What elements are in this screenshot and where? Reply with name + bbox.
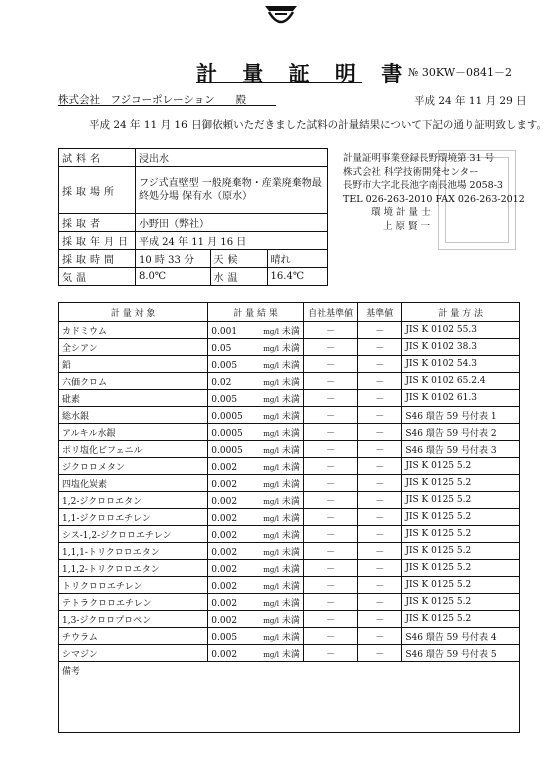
own-standard-cell: －: [303, 543, 357, 560]
certifier-block: [343, 152, 525, 233]
method-cell: JIS K 0125 5.2: [402, 509, 520, 526]
result-cell: [208, 645, 304, 662]
sample-info-table: [58, 148, 328, 286]
document-number: № 30KW－0841－2: [408, 66, 513, 79]
result-value: 0.002: [211, 479, 238, 490]
result-cell: [208, 424, 304, 441]
result-unit: mg/l: [263, 633, 280, 642]
info-label: 気温: [59, 268, 136, 286]
item-cell: 1,1,1-トリクロロエタン: [59, 543, 208, 560]
result-cell: [208, 577, 304, 594]
result-unit: mg/l: [263, 531, 280, 540]
table-row: [59, 458, 520, 475]
item-cell: 全シアン: [59, 339, 208, 356]
info-value: 浸出水: [136, 149, 328, 167]
result-cell: [208, 458, 304, 475]
info-label: 採取時間: [59, 250, 136, 268]
item-cell: カドミウム: [59, 322, 208, 339]
item-cell: 1,1,2-トリクロロエタン: [59, 560, 208, 577]
result-unit: mg/l: [263, 514, 280, 523]
document-title: 計 量 証 明 書: [196, 61, 412, 86]
info-value: 16.4℃: [267, 268, 327, 286]
table-row: [59, 373, 520, 390]
result-suffix: 未満: [281, 394, 300, 405]
method-cell: S46 環告 59 号付表 4: [402, 628, 520, 645]
certifier-role: 環 境 計 量 士: [371, 207, 431, 218]
client-name: 株式会社 フジコーポレーション 殿: [58, 94, 247, 106]
certifier-company: 株式会社 科学技術開発センター: [343, 166, 479, 178]
results-table: [58, 302, 520, 733]
table-row: [59, 526, 520, 543]
client-underline: [58, 105, 276, 106]
own-standard-cell: －: [303, 390, 357, 407]
standard-cell: －: [358, 628, 402, 645]
info-value: 10 時 33 分: [136, 250, 211, 268]
own-standard-cell: －: [303, 356, 357, 373]
result-unit: mg/l: [263, 327, 280, 336]
own-standard-cell: －: [303, 594, 357, 611]
method-cell: JIS K 0125 5.2: [402, 526, 520, 543]
method-cell: JIS K 0125 5.2: [402, 458, 520, 475]
result-cell: [208, 441, 304, 458]
table-row: [59, 339, 520, 356]
header-result: 計 量 結 果: [208, 303, 304, 322]
result-unit: mg/l: [263, 599, 280, 608]
item-cell: 四塩化炭素: [59, 475, 208, 492]
standard-cell: －: [358, 526, 402, 543]
item-cell: 1,2-ジクロロエタン: [59, 492, 208, 509]
result-cell: [208, 407, 304, 424]
result-value: 0.002: [211, 581, 238, 592]
standard-cell: －: [358, 645, 402, 662]
result-value: 0.005: [211, 632, 238, 643]
result-cell: [208, 594, 304, 611]
method-cell: JIS K 0125 5.2: [402, 577, 520, 594]
own-standard-cell: －: [303, 441, 357, 458]
own-standard-cell: －: [303, 509, 357, 526]
result-unit: mg/l: [263, 497, 280, 506]
table-row: [59, 322, 520, 339]
result-cell: [208, 560, 304, 577]
result-cell: [208, 492, 304, 509]
standard-cell: －: [358, 458, 402, 475]
table-row: [59, 407, 520, 424]
method-cell: S46 環告 59 号付表 1: [402, 407, 520, 424]
result-suffix: 未満: [281, 564, 300, 575]
method-cell: S46 環告 59 号付表 3: [402, 441, 520, 458]
info-row: [59, 268, 328, 286]
info-label: 天候: [210, 250, 267, 268]
own-standard-cell: －: [303, 577, 357, 594]
result-cell: [208, 526, 304, 543]
table-row: [59, 509, 520, 526]
result-suffix: 未満: [281, 513, 300, 524]
result-unit: mg/l: [263, 480, 280, 489]
result-suffix: 未満: [281, 598, 300, 609]
registration-number: 計量証明事業登録長野環境第 31 号: [343, 153, 495, 164]
result-value: 0.002: [211, 462, 238, 473]
own-standard-cell: －: [303, 458, 357, 475]
method-cell: JIS K 0125 5.2: [402, 611, 520, 628]
info-value: フジ式直壁型 一般廃棄物・産業廃棄物最終処分場 保有水（原水）: [136, 167, 328, 214]
item-cell: トリクロロエチレン: [59, 577, 208, 594]
info-label: 水温: [210, 268, 267, 286]
result-cell: [208, 339, 304, 356]
result-suffix: 未満: [281, 411, 300, 422]
standard-cell: －: [358, 407, 402, 424]
standard-cell: －: [358, 424, 402, 441]
certifier-name: 上 原 賢 一: [383, 220, 431, 232]
method-cell: JIS K 0125 5.2: [402, 475, 520, 492]
result-suffix: 未満: [281, 360, 300, 371]
info-row: [59, 214, 328, 232]
method-cell: JIS K 0102 54.3: [402, 356, 520, 373]
table-row: [59, 492, 520, 509]
result-value: 0.005: [211, 394, 238, 405]
result-cell: [208, 611, 304, 628]
result-value: 0.005: [211, 360, 238, 371]
result-value: 0.0005: [211, 445, 243, 456]
company-logo: [263, 2, 299, 28]
table-row: [59, 560, 520, 577]
info-row: [59, 149, 328, 167]
method-cell: JIS K 0125 5.2: [402, 594, 520, 611]
standard-cell: －: [358, 611, 402, 628]
result-value: 0.002: [211, 496, 238, 507]
result-value: 0.0005: [211, 411, 243, 422]
result-unit: mg/l: [263, 412, 280, 421]
own-standard-cell: －: [303, 322, 357, 339]
result-unit: mg/l: [263, 395, 280, 404]
result-value: 0.002: [211, 513, 238, 524]
table-row: [59, 628, 520, 645]
result-unit: mg/l: [263, 378, 280, 387]
result-suffix: 未満: [281, 428, 300, 439]
table-row: [59, 475, 520, 492]
standard-cell: －: [358, 509, 402, 526]
result-cell: [208, 390, 304, 407]
table-row: [59, 543, 520, 560]
result-unit: mg/l: [263, 429, 280, 438]
header-standard: 基準値: [358, 303, 402, 322]
result-suffix: 未満: [281, 547, 300, 558]
info-row: [59, 232, 328, 250]
standard-cell: －: [358, 577, 402, 594]
result-unit: mg/l: [263, 616, 280, 625]
result-value: 0.02: [211, 377, 232, 388]
table-row: [59, 390, 520, 407]
table-row: [59, 594, 520, 611]
own-standard-cell: －: [303, 407, 357, 424]
item-cell: 鉛: [59, 356, 208, 373]
result-suffix: 未満: [281, 326, 300, 337]
result-value: 0.002: [211, 530, 238, 541]
info-label: 採取場所: [59, 167, 136, 214]
remarks-label: 備考: [59, 662, 520, 733]
result-unit: mg/l: [263, 582, 280, 591]
result-value: 0.05: [211, 343, 232, 354]
result-unit: mg/l: [263, 548, 280, 557]
result-suffix: 未満: [281, 377, 300, 388]
result-unit: mg/l: [263, 650, 280, 659]
result-suffix: 未満: [281, 632, 300, 643]
own-standard-cell: －: [303, 373, 357, 390]
own-standard-cell: －: [303, 611, 357, 628]
result-cell: [208, 628, 304, 645]
method-cell: S46 環告 59 号付表 2: [402, 424, 520, 441]
info-value: 8.0℃: [136, 268, 211, 286]
result-suffix: 未満: [281, 496, 300, 507]
item-cell: ポリ塩化ビフェニル: [59, 441, 208, 458]
result-value: 0.002: [211, 615, 238, 626]
remarks-row: [59, 662, 520, 733]
method-cell: JIS K 0102 61.3: [402, 390, 520, 407]
certifier-phone-fax: TEL 026-263-2010 FAX 026-263-2012: [343, 193, 525, 205]
item-cell: チウラム: [59, 628, 208, 645]
result-cell: [208, 356, 304, 373]
result-suffix: 未満: [281, 530, 300, 541]
table-row: [59, 441, 520, 458]
own-standard-cell: －: [303, 475, 357, 492]
own-standard-cell: －: [303, 492, 357, 509]
item-cell: アルキル水銀: [59, 424, 208, 441]
header-item: 計 量 対 象: [59, 303, 208, 322]
result-suffix: 未満: [281, 581, 300, 592]
result-value: 0.002: [211, 598, 238, 609]
result-unit: mg/l: [263, 446, 280, 455]
intro-text: 平成 24 年 11 月 16 日御依頼いただきました試料の計量結果について下記の通り証明致します。: [89, 119, 548, 131]
info-value: 晴れ: [267, 250, 327, 268]
result-cell: [208, 322, 304, 339]
item-cell: 1,1-ジクロロエチレン: [59, 509, 208, 526]
table-row: [59, 577, 520, 594]
result-value: 0.001: [211, 326, 238, 337]
item-cell: ジクロロメタン: [59, 458, 208, 475]
item-cell: 1,3-ジクロロプロペン: [59, 611, 208, 628]
own-standard-cell: －: [303, 645, 357, 662]
item-cell: 六価クロム: [59, 373, 208, 390]
info-label: 採取年月日: [59, 232, 136, 250]
results-header-row: [59, 303, 520, 322]
own-standard-cell: －: [303, 560, 357, 577]
item-cell: 総水銀: [59, 407, 208, 424]
method-cell: JIS K 0102 65.2.4: [402, 373, 520, 390]
method-cell: JIS K 0125 5.2: [402, 560, 520, 577]
item-cell: シマジン: [59, 645, 208, 662]
standard-cell: －: [358, 356, 402, 373]
info-row: [59, 250, 328, 268]
title-underline: [196, 82, 362, 83]
method-cell: JIS K 0102 38.3: [402, 339, 520, 356]
standard-cell: －: [358, 441, 402, 458]
standard-cell: －: [358, 390, 402, 407]
standard-cell: －: [358, 373, 402, 390]
own-standard-cell: －: [303, 628, 357, 645]
own-standard-cell: －: [303, 424, 357, 441]
result-cell: [208, 543, 304, 560]
item-cell: シス-1,2-ジクロロエチレン: [59, 526, 208, 543]
header-method: 計 量 方 法: [402, 303, 520, 322]
header-own-standard: 自社基準値: [303, 303, 357, 322]
result-cell: [208, 509, 304, 526]
method-cell: S46 環告 59 号付表 5: [402, 645, 520, 662]
result-unit: mg/l: [263, 344, 280, 353]
result-value: 0.0005: [211, 428, 243, 439]
method-cell: JIS K 0125 5.2: [402, 492, 520, 509]
item-cell: 砒素: [59, 390, 208, 407]
standard-cell: －: [358, 339, 402, 356]
standard-cell: －: [358, 492, 402, 509]
table-row: [59, 424, 520, 441]
info-row: [59, 167, 328, 214]
result-suffix: 未満: [281, 445, 300, 456]
info-value: 平成 24 年 11 月 16 日: [136, 232, 328, 250]
issue-date: 平成 24 年 11 月 29 日: [414, 95, 527, 107]
certifier-address: 長野市大字北長池字南長池場 2058-3: [343, 180, 503, 191]
standard-cell: －: [358, 475, 402, 492]
table-row: [59, 611, 520, 628]
standard-cell: －: [358, 594, 402, 611]
table-row: [59, 356, 520, 373]
info-label: 試料名: [59, 149, 136, 167]
result-suffix: 未満: [281, 343, 300, 354]
table-row: [59, 645, 520, 662]
own-standard-cell: －: [303, 339, 357, 356]
result-unit: mg/l: [263, 565, 280, 574]
result-suffix: 未満: [281, 615, 300, 626]
own-standard-cell: －: [303, 526, 357, 543]
standard-cell: －: [358, 543, 402, 560]
standard-cell: －: [358, 322, 402, 339]
result-cell: [208, 475, 304, 492]
result-value: 0.002: [211, 547, 238, 558]
result-value: 0.002: [211, 564, 238, 575]
result-value: 0.002: [211, 649, 238, 660]
result-suffix: 未満: [281, 649, 300, 660]
method-cell: JIS K 0102 55.3: [402, 322, 520, 339]
standard-cell: －: [358, 560, 402, 577]
result-unit: mg/l: [263, 463, 280, 472]
result-suffix: 未満: [281, 479, 300, 490]
method-cell: JIS K 0125 5.2: [402, 543, 520, 560]
info-value: 小野田（弊社）: [136, 214, 328, 232]
result-suffix: 未満: [281, 462, 300, 473]
info-label: 採取者: [59, 214, 136, 232]
result-cell: [208, 373, 304, 390]
item-cell: テトラクロロエチレン: [59, 594, 208, 611]
result-unit: mg/l: [263, 361, 280, 370]
